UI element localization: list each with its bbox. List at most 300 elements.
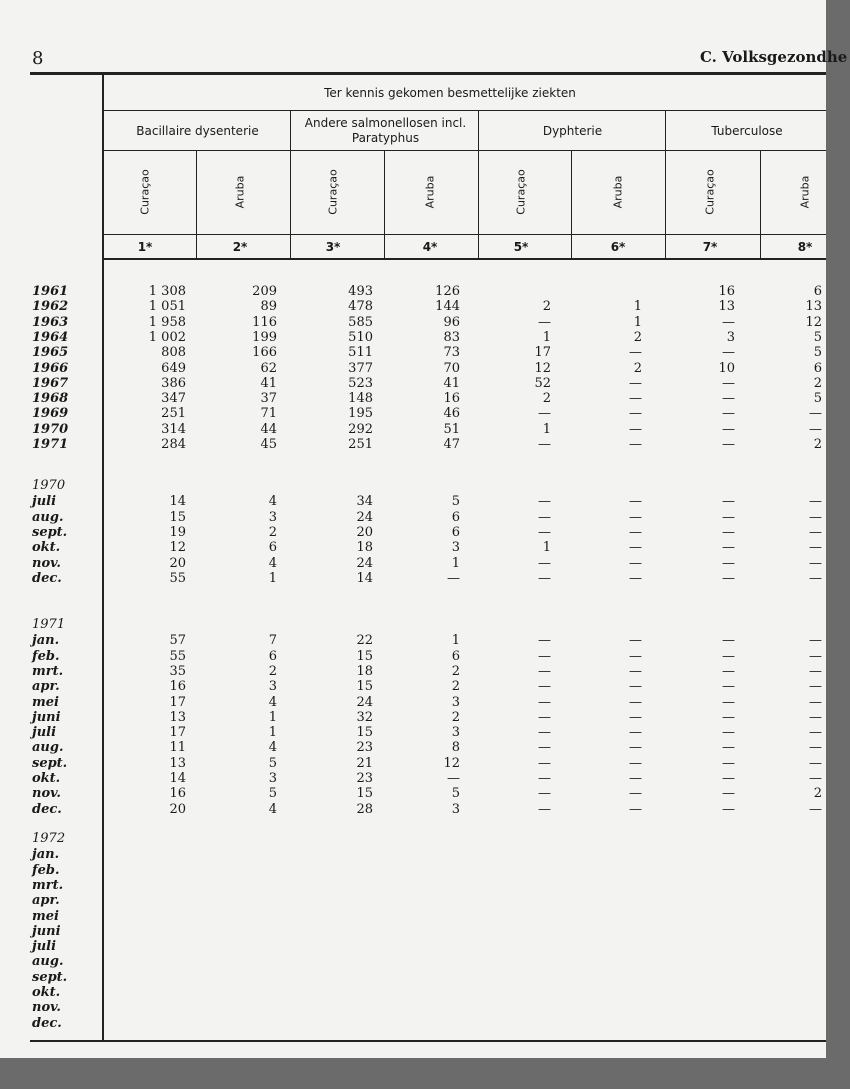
row-label: nov. — [32, 1000, 61, 1016]
table-cell: 70 — [443, 360, 460, 376]
row-label: dec. — [32, 1015, 62, 1031]
table-cell: 116 — [252, 314, 277, 330]
table-cell: 18 — [356, 540, 373, 556]
group-rule — [290, 110, 291, 258]
table-cell: — — [538, 679, 551, 695]
table-cell: — — [629, 570, 642, 586]
row-label: juni — [32, 709, 61, 725]
row-label: aug. — [32, 509, 64, 525]
table-cell: 5 — [813, 345, 822, 361]
table-cell: — — [629, 437, 642, 452]
row-label: mei — [32, 908, 59, 924]
table-cell: — — [629, 391, 642, 407]
table-cell: 15 — [356, 725, 373, 741]
section-year-heading: 1972 — [32, 831, 66, 846]
table-cell: 2 — [451, 679, 460, 695]
header-rule-3 — [103, 234, 826, 235]
table-cell: — — [722, 740, 735, 756]
table-cell: 386 — [161, 375, 186, 391]
table-cell: 16 — [169, 786, 186, 802]
row-label: feb. — [32, 862, 60, 878]
table-cell: — — [809, 694, 822, 710]
table-cell: — — [809, 555, 822, 571]
table-cell: 3 — [726, 329, 735, 345]
table-cell: 51 — [443, 421, 460, 437]
table-cell: 1 958 — [148, 314, 186, 330]
table-cell: 2 — [813, 437, 822, 452]
table-cell: 52 — [534, 375, 551, 391]
group-header: Tuberculose — [711, 124, 783, 138]
table-cell: 15 — [356, 679, 373, 695]
table-cell: 1 — [633, 299, 642, 315]
table-cell: — — [629, 375, 642, 391]
table-cell: 2 — [633, 360, 642, 376]
row-label: mei — [32, 694, 59, 710]
header-rule-2 — [103, 150, 826, 151]
column-header: Aruba — [798, 175, 812, 209]
row-label: 1968 — [32, 391, 69, 407]
table-cell: — — [809, 771, 822, 786]
column-rule — [196, 150, 197, 258]
top-rule — [30, 72, 826, 75]
table-cell: 14 — [356, 570, 373, 586]
row-label: jan. — [32, 633, 60, 649]
table-cell: — — [538, 494, 551, 510]
table-cell: 12 — [805, 314, 822, 330]
table-cell: 511 — [348, 345, 373, 361]
table-cell: 5 — [813, 329, 822, 345]
table-cell: 1 — [268, 725, 277, 741]
row-label: dec. — [32, 801, 62, 817]
table-cell: — — [538, 663, 551, 679]
table-cell: — — [809, 740, 822, 756]
table-cell: 55 — [169, 648, 186, 664]
table-cell: — — [809, 406, 822, 422]
table-cell: 24 — [356, 694, 373, 710]
row-label: 1962 — [32, 299, 69, 315]
table-cell: 808 — [161, 345, 186, 361]
table-cell: 57 — [169, 633, 186, 649]
column-number: 2* — [232, 240, 248, 254]
running-head: C. Volksgezondhe — [700, 48, 848, 66]
header-rule-1 — [103, 110, 826, 111]
table-cell: 3 — [451, 801, 460, 817]
table-cell: — — [722, 771, 735, 786]
table-cell: — — [538, 740, 551, 756]
table-cell: 12 — [534, 360, 551, 376]
table-cell: 314 — [161, 421, 186, 437]
table-cell: 55 — [169, 570, 186, 586]
table-super-title: Ter kennis gekomen besmettelijke ziekten — [324, 86, 576, 100]
table-cell: — — [629, 755, 642, 771]
row-label: juli — [32, 494, 57, 510]
table-cell: 1 051 — [148, 299, 186, 315]
table-cell: 10 — [718, 360, 735, 376]
table-cell: — — [538, 755, 551, 771]
table-cell: — — [538, 524, 551, 540]
table-cell: 13 — [718, 299, 735, 315]
row-label: juli — [32, 939, 57, 955]
table-cell: 24 — [356, 555, 373, 571]
column-header: Curaçao — [326, 169, 340, 215]
table-cell: — — [722, 663, 735, 679]
table-cell: — — [538, 725, 551, 741]
table-cell: — — [722, 570, 735, 586]
table-cell: 34 — [356, 494, 373, 510]
table-cell: — — [538, 786, 551, 802]
table-cell: 44 — [260, 421, 277, 437]
table-cell: 19 — [169, 524, 186, 540]
table-cell: 6 — [451, 524, 460, 540]
table-cell: — — [538, 694, 551, 710]
table-cell: — — [629, 725, 642, 741]
table-cell: — — [722, 421, 735, 437]
table-cell: — — [629, 801, 642, 817]
table-cell: 2 — [268, 524, 277, 540]
table-cell: 1 — [633, 314, 642, 330]
table-cell: — — [722, 694, 735, 710]
table-cell: 199 — [252, 329, 277, 345]
table-cell: — — [629, 771, 642, 786]
table-cell: 5 — [268, 755, 277, 771]
table-cell: — — [722, 540, 735, 556]
group-rule — [665, 110, 666, 258]
table-cell: 17 — [169, 725, 186, 741]
table-cell: 96 — [443, 314, 460, 330]
table-cell: — — [629, 509, 642, 525]
column-number: 1* — [137, 240, 153, 254]
table-cell: 8 — [451, 740, 460, 756]
table-cell: 16 — [443, 391, 460, 407]
row-label: okt. — [32, 985, 61, 1000]
section-year-heading: 1971 — [32, 617, 66, 632]
table-cell: — — [809, 648, 822, 664]
table-cell: — — [722, 648, 735, 664]
table-cell: 3 — [451, 725, 460, 741]
table-cell: 14 — [169, 771, 186, 786]
table-cell: — — [629, 494, 642, 510]
table-cell: — — [538, 437, 551, 452]
table-cell: 5 — [451, 786, 460, 802]
row-label: nov. — [32, 555, 61, 571]
page-number: 8 — [32, 48, 44, 69]
table-cell: 12 — [169, 540, 186, 556]
table-cell: 15 — [169, 509, 186, 525]
table-cell: 284 — [161, 437, 186, 452]
group-header: Andere salmonellosen incl. Paratyphus — [304, 116, 467, 145]
table-cell: 13 — [169, 709, 186, 725]
table-cell: 16 — [718, 284, 735, 299]
row-label: 1963 — [32, 314, 69, 330]
row-label: nov. — [32, 786, 61, 802]
table-cell: — — [722, 391, 735, 407]
table-cell: 195 — [348, 406, 373, 422]
table-cell: 15 — [356, 648, 373, 664]
table-cell: 15 — [356, 786, 373, 802]
column-number: 5* — [513, 240, 529, 254]
table-cell: — — [809, 494, 822, 510]
row-label: okt. — [32, 771, 61, 786]
header-rule-4 — [103, 258, 826, 260]
table-cell: — — [722, 524, 735, 540]
table-cell: 16 — [169, 679, 186, 695]
table-cell: — — [538, 570, 551, 586]
table-cell: — — [722, 345, 735, 361]
table-cell: 347 — [161, 391, 186, 407]
table-cell: 20 — [169, 555, 186, 571]
table-cell: — — [722, 755, 735, 771]
table-cell: 28 — [356, 801, 373, 817]
table-cell: 23 — [356, 771, 373, 786]
row-label: okt. — [32, 540, 61, 556]
table-cell: 523 — [348, 375, 373, 391]
table-cell: 478 — [348, 299, 373, 315]
column-header: Aruba — [423, 175, 437, 209]
row-label: 1970 — [32, 421, 69, 437]
table-cell: 5 — [813, 391, 822, 407]
table-cell: 41 — [443, 375, 460, 391]
column-number: 4* — [422, 240, 438, 254]
table-cell: — — [629, 345, 642, 361]
row-label: mrt. — [32, 663, 64, 679]
table-cell: 4 — [268, 555, 277, 571]
bottom-rule — [30, 1040, 826, 1042]
table-cell: — — [538, 648, 551, 664]
table-cell: 649 — [161, 360, 186, 376]
table-cell: 4 — [268, 694, 277, 710]
table-cell: — — [447, 771, 460, 786]
table-cell: 6 — [268, 648, 277, 664]
table-cell: 2 — [451, 709, 460, 725]
table-cell: 2 — [813, 786, 822, 802]
column-header: Aruba — [233, 175, 247, 209]
table-cell: — — [629, 786, 642, 802]
row-label: mrt. — [32, 877, 64, 893]
row-label: 1964 — [32, 329, 69, 345]
table-cell: 13 — [805, 299, 822, 315]
table-cell: — — [538, 633, 551, 649]
table-cell: 4 — [268, 740, 277, 756]
table-cell: 21 — [356, 755, 373, 771]
table-cell: 5 — [451, 494, 460, 510]
table-cell: 1 — [542, 540, 551, 556]
row-label: sept. — [32, 524, 68, 540]
table-cell: — — [538, 555, 551, 571]
table-cell: 41 — [260, 375, 277, 391]
table-cell: — — [722, 633, 735, 649]
table-cell: 11 — [169, 740, 186, 756]
table-cell: — — [809, 725, 822, 741]
row-label: sept. — [32, 755, 68, 771]
table-cell: 1 — [268, 570, 277, 586]
table-cell: 5 — [268, 786, 277, 802]
table-cell: — — [629, 406, 642, 422]
table-cell: 3 — [268, 509, 277, 525]
table-cell: 1 — [268, 709, 277, 725]
table-cell: 2 — [542, 299, 551, 315]
table-cell: 2 — [813, 375, 822, 391]
table-cell: 1 — [542, 421, 551, 437]
table-cell: — — [809, 709, 822, 725]
table-cell: 89 — [260, 299, 277, 315]
table-cell: — — [538, 771, 551, 786]
table-cell: — — [629, 421, 642, 437]
table-cell: — — [629, 709, 642, 725]
table-cell: — — [447, 570, 460, 586]
table-cell: 71 — [260, 406, 277, 422]
column-header: Curaçao — [514, 169, 528, 215]
table-cell: — — [722, 555, 735, 571]
group-rule — [478, 110, 479, 258]
row-label: sept. — [32, 969, 68, 985]
table-cell: — — [722, 801, 735, 817]
row-label: 1966 — [32, 360, 69, 376]
table-cell: — — [809, 570, 822, 586]
table-cell: — — [722, 725, 735, 741]
row-label: jan. — [32, 847, 60, 863]
row-label: juli — [32, 725, 57, 741]
column-header: Curaçao — [703, 169, 717, 215]
table-cell: 45 — [260, 437, 277, 452]
table-cell: — — [809, 755, 822, 771]
row-label: feb. — [32, 648, 60, 664]
table-cell: 2 — [542, 391, 551, 407]
table-cell: 17 — [534, 345, 551, 361]
table-cell: — — [809, 801, 822, 817]
table-cell: 166 — [252, 345, 277, 361]
table-cell: 1 — [451, 555, 460, 571]
table-cell: 4 — [268, 494, 277, 510]
table-cell: 32 — [356, 709, 373, 725]
table-cell: 6 — [451, 648, 460, 664]
table-cell: — — [629, 555, 642, 571]
table-cell: — — [629, 540, 642, 556]
table-cell: 148 — [348, 391, 373, 407]
table-cell: 3 — [268, 771, 277, 786]
table-cell: — — [809, 540, 822, 556]
table-cell: — — [538, 406, 551, 422]
table-cell: 1 — [542, 329, 551, 345]
table-cell: 3 — [268, 679, 277, 695]
table-cell: 144 — [435, 299, 460, 315]
table-cell: 83 — [443, 329, 460, 345]
row-label: aug. — [32, 954, 64, 970]
row-label: apr. — [32, 893, 60, 909]
table-cell: 35 — [169, 663, 186, 679]
table-cell: 24 — [356, 509, 373, 525]
table-cell: 292 — [348, 421, 373, 437]
table-cell: 493 — [348, 284, 373, 299]
row-label: 1971 — [32, 437, 69, 452]
table-cell: 1 308 — [148, 284, 186, 299]
table-cell: — — [722, 437, 735, 452]
table-cell: — — [722, 709, 735, 725]
table-cell: 62 — [260, 360, 277, 376]
row-label: 1969 — [32, 406, 69, 422]
table-cell: — — [538, 314, 551, 330]
column-number: 7* — [702, 240, 718, 254]
table-cell: 7 — [268, 633, 277, 649]
group-header: Bacillaire dysenterie — [136, 124, 259, 138]
column-rule — [384, 150, 385, 258]
table-cell: — — [809, 663, 822, 679]
table-cell: 46 — [443, 406, 460, 422]
table-cell: 6 — [813, 284, 822, 299]
table-cell: 2 — [451, 663, 460, 679]
table-cell: 6 — [268, 540, 277, 556]
table-cell: 12 — [443, 755, 460, 771]
table-cell: — — [809, 679, 822, 695]
column-rule — [571, 150, 572, 258]
table-cell: 1 002 — [148, 329, 186, 345]
table-cell: — — [629, 740, 642, 756]
table-cell: 47 — [443, 437, 460, 452]
table-cell: 2 — [268, 663, 277, 679]
table-cell: — — [629, 524, 642, 540]
table-cell: — — [722, 375, 735, 391]
table-cell: 18 — [356, 663, 373, 679]
table-cell: 22 — [356, 633, 373, 649]
column-number: 6* — [610, 240, 626, 254]
table-cell: — — [629, 694, 642, 710]
table-cell: 585 — [348, 314, 373, 330]
table-cell: — — [538, 709, 551, 725]
table-cell: — — [629, 679, 642, 695]
table-cell: 3 — [451, 694, 460, 710]
table-cell: 510 — [348, 329, 373, 345]
table-cell: — — [722, 679, 735, 695]
table-cell: 3 — [451, 540, 460, 556]
table-cell: — — [629, 633, 642, 649]
row-label: juni — [32, 923, 61, 939]
table-cell: — — [722, 509, 735, 525]
table-cell: 2 — [633, 329, 642, 345]
row-label: 1965 — [32, 345, 69, 361]
table-cell: — — [538, 801, 551, 817]
table-cell: 17 — [169, 694, 186, 710]
column-header: Curaçao — [138, 169, 152, 215]
table-cell: 126 — [435, 284, 460, 299]
row-label: dec. — [32, 570, 62, 586]
table-cell: — — [809, 421, 822, 437]
row-label: 1967 — [32, 375, 69, 391]
column-number: 8* — [797, 240, 813, 254]
stub-rule — [102, 75, 104, 1040]
table-cell: 14 — [169, 494, 186, 510]
table-cell: — — [629, 648, 642, 664]
table-cell: 251 — [348, 437, 373, 452]
table-cell: 6 — [813, 360, 822, 376]
table-cell: 4 — [268, 801, 277, 817]
table-cell: — — [809, 633, 822, 649]
table-cell: — — [809, 524, 822, 540]
table-cell: 20 — [356, 524, 373, 540]
group-header: Dyphterie — [542, 124, 603, 138]
table-cell: — — [722, 314, 735, 330]
table-cell: — — [722, 786, 735, 802]
table-cell: 37 — [260, 391, 277, 407]
table-cell: 209 — [252, 284, 277, 299]
row-label: 1961 — [32, 284, 69, 299]
table-cell: 377 — [348, 360, 373, 376]
row-label: aug. — [32, 740, 64, 756]
row-label: apr. — [32, 679, 60, 695]
table-cell: 20 — [169, 801, 186, 817]
table-cell: — — [722, 494, 735, 510]
table-cell: — — [629, 663, 642, 679]
column-header: Aruba — [611, 175, 625, 209]
table-cell: 6 — [451, 509, 460, 525]
